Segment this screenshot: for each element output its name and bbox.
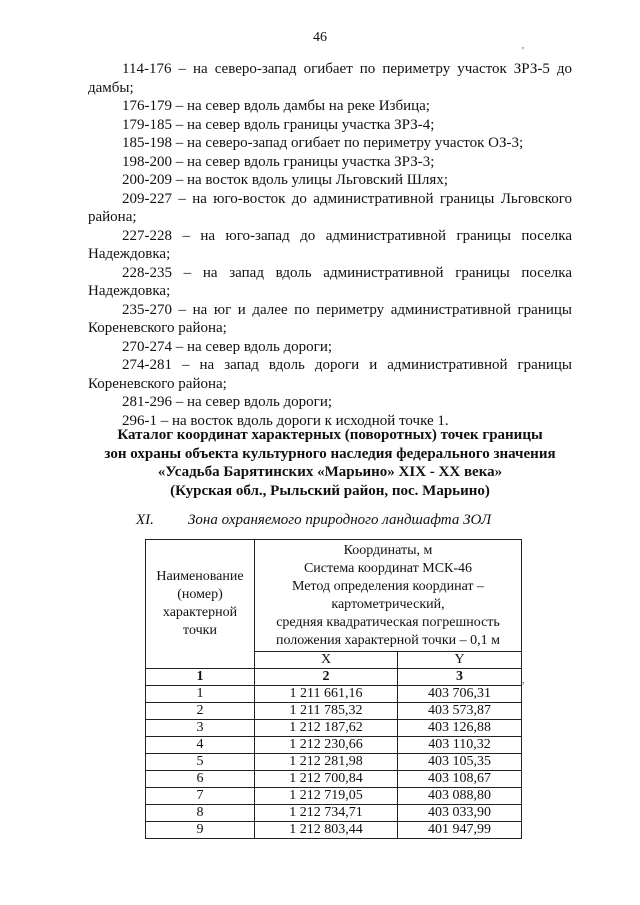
table-row — [146, 771, 522, 788]
header-line: средняя квадратическая погрешность — [276, 615, 500, 630]
point-number-cell: 9 — [146, 822, 255, 839]
point-number-cell: 6 — [146, 771, 255, 788]
table-row — [146, 737, 522, 754]
point-number-cell: 3 — [146, 720, 255, 737]
route-line: 200-209 – на восток вдоль улицы Льговский Шлях; — [122, 172, 448, 188]
x-coordinate-cell: 1 212 734,71 — [255, 805, 398, 822]
route-line: 296-1 – на восток вдоль дороги к исходной точке 1. — [122, 412, 449, 429]
route-line: 281-296 – на север вдоль дороги; — [122, 394, 333, 410]
heading-line: «Усадьба Барятинских «Марьино» XIX - XX века» — [157, 464, 503, 480]
table-row — [146, 822, 522, 839]
route-line: 185-198 – на северо-запад огибает по периметру участок ОЗ-3; — [122, 135, 524, 151]
point-number-cell: 2 — [146, 703, 255, 720]
header-line: Наименование — [156, 569, 244, 584]
header-line: точки — [183, 623, 217, 638]
x-coordinate-cell: 1 211 785,32 — [255, 703, 398, 720]
header-line: картометрический, — [331, 597, 445, 612]
route-description — [88, 60, 572, 430]
route-line: 270-274 – на север вдоль дороги; — [122, 338, 333, 355]
scan-mark: ' — [522, 46, 524, 57]
heading-line: Каталог координат характерных (поворотных) точек границы — [117, 427, 543, 443]
header-line: (номер) — [177, 587, 223, 602]
route-line: Надеждовка; — [88, 246, 171, 262]
route-line: 114-176 – на северо-запад огибает по периметру участок ЗРЗ-5 до — [122, 61, 572, 77]
y-coordinate-cell: 403 105,35 — [398, 754, 522, 771]
table-row — [146, 754, 522, 771]
route-line: Надеждовка; — [88, 283, 171, 299]
x-coordinate-cell: 1 212 281,98 — [255, 754, 398, 771]
point-number-cell: 4 — [146, 737, 255, 754]
route-line: 235-270 – на юг и далее по периметру административной границы — [122, 301, 572, 318]
heading-line: зон охраны объекта культурного наследия федерального значения — [104, 445, 556, 462]
header-line: Координаты, м — [343, 543, 433, 558]
x-coordinate-cell: 1 212 187,62 — [255, 720, 398, 737]
y-coordinate-cell: 401 947,99 — [398, 822, 522, 839]
x-coordinate-cell: 1 212 719,05 — [255, 788, 398, 805]
page-number: 46 — [313, 30, 327, 45]
table-row — [146, 703, 522, 720]
column-number: 1 — [146, 669, 255, 686]
route-line: Кореневского района; — [88, 320, 227, 336]
point-name-header — [146, 540, 255, 669]
route-line: 274-281 – на запад вдоль дороги и административной границы — [122, 357, 572, 373]
table-row — [146, 686, 522, 703]
y-coordinate-cell: 403 088,80 — [398, 788, 522, 805]
zone-name: Зона охраняемого природного ландшафта ЗОЛ — [188, 512, 492, 528]
route-line: района; — [88, 209, 137, 225]
header-line: Метод определения координат – — [291, 579, 485, 594]
x-coordinate-cell: 1 211 661,16 — [255, 686, 398, 703]
zone-number: XI. — [136, 512, 154, 528]
route-line: 228-235 – на запад вдоль административной границы поселка — [122, 264, 572, 281]
route-line: 176-179 – на север вдоль дамбы на реке Избица; — [122, 98, 430, 114]
point-number-cell: 5 — [146, 754, 255, 771]
route-line: 209-227 – на юго-восток до административной границы Льговского — [122, 190, 572, 207]
route-line: дамбы; — [88, 79, 134, 96]
point-number-cell: 1 — [146, 686, 255, 703]
header-line: характерной — [162, 605, 238, 620]
point-number-cell: 8 — [146, 805, 255, 822]
zone-title — [136, 512, 491, 529]
table-row — [146, 788, 522, 805]
table-row — [146, 720, 522, 737]
coordinates-header — [255, 540, 522, 652]
column-number: 2 — [255, 669, 398, 686]
scan-mark: , — [522, 675, 525, 686]
catalog-heading — [88, 426, 572, 500]
y-coordinate-cell: 403 108,67 — [398, 771, 522, 788]
y-coordinate-cell: 403 033,90 — [398, 805, 522, 822]
heading-line: (Курская обл., Рыльский район, пос. Марьино) — [170, 482, 490, 499]
y-coordinate-cell: 403 126,88 — [398, 720, 522, 737]
route-line: 198-200 – на север вдоль границы участка ЗРЗ-3; — [122, 153, 435, 170]
header-line: положения характерной точки – 0,1 м — [275, 633, 500, 648]
route-line: 227-228 – на юго-запад до административной границы поселка — [122, 227, 572, 244]
column-numbers-row — [146, 669, 522, 686]
y-coordinate-cell: 403 706,31 — [398, 686, 522, 703]
x-header: X — [255, 652, 398, 669]
x-coordinate-cell: 1 212 803,44 — [255, 822, 398, 839]
coordinates-table — [145, 539, 522, 839]
y-coordinate-cell: 403 110,32 — [398, 737, 522, 754]
x-coordinate-cell: 1 212 230,66 — [255, 737, 398, 754]
x-coordinate-cell: 1 212 700,84 — [255, 771, 398, 788]
point-number-cell: 7 — [146, 788, 255, 805]
y-header: Y — [398, 652, 522, 669]
route-line: 179-185 – на север вдоль границы участка ЗРЗ-4; — [122, 116, 435, 133]
route-line: Кореневского района; — [88, 375, 227, 392]
y-coordinate-cell: 403 573,87 — [398, 703, 522, 720]
column-number: 3 — [398, 669, 522, 686]
table-row — [146, 805, 522, 822]
header-line: Система координат МСК-46 — [303, 561, 473, 576]
